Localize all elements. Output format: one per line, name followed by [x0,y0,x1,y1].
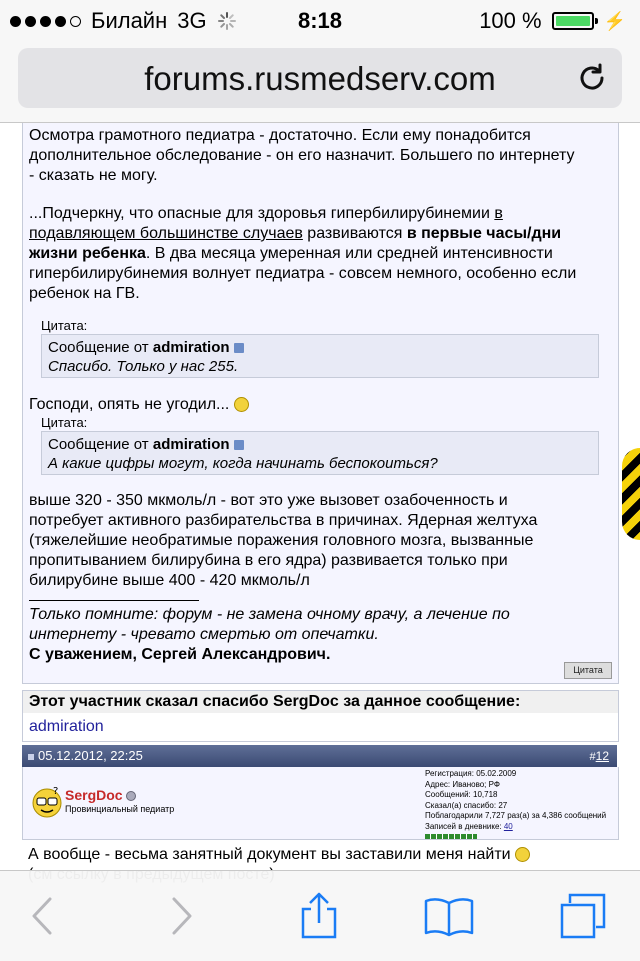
smile-icon [515,847,530,862]
avatar [31,785,63,819]
post-author[interactable]: SergDoc [65,787,136,803]
forward-icon[interactable] [156,891,206,941]
quote-text: А какие цифры могут, когда начинать беспокоиться? [48,455,438,472]
post-text-line: пропитыванием билирубина в его ядра) развивается только при [29,552,508,569]
status-right [479,8,626,34]
side-widget[interactable] [622,448,640,540]
tabs-icon[interactable] [558,891,608,941]
status-bar [0,0,640,40]
post-text-line: дополнительное обследование - он его назначит. Большего по интернету [29,147,575,164]
battery-icon [552,12,594,30]
post2-text: А вообще - весьма занятный документ вы заставили меня найти [28,845,530,885]
quote-author[interactable]: admiration [152,339,230,356]
diary-link[interactable]: 40 [503,821,513,831]
post-text-line: (тяжелейшие необратимые поражения головного мозга, вызванные [29,532,534,549]
bookmarks-icon[interactable] [424,891,474,941]
quote-box: Сообщение от admiration А какие цифры могут, когда начинать беспокоиться? [41,431,599,475]
quote-label: Цитата: [41,415,88,430]
user-stats: Регистрация: 05.02.2009 Адрес: Иваново; РФ Сообщений: 10,718 Сказал(а) спасибо: 27 Поблагодарили 7,727 раз(а) за 4,386 сообщений Записей в дневнике: 40 [425,769,606,843]
svg-text:?: ? [53,786,59,797]
user-title: Провинциальный педиатр [65,804,175,814]
post-text-line: ...Подчеркну, что опасные для здоровья гипербилирубинемии в [29,205,503,222]
smile-icon [234,397,249,412]
post-text-line: ребенок на ГВ. [29,285,140,302]
post-header-bar [22,745,617,767]
post-text-line: потребует активного разбирательства в причинах. Ядерная желтуха [29,512,538,529]
post-date: 05.12.2012, 22:25 [38,748,143,763]
web-content[interactable] [0,123,640,870]
reputation-bar [425,834,477,839]
signature-line: С уважением, Сергей Александрович. [29,646,331,663]
network-type: 3G [177,8,207,33]
address-bar[interactable] [18,48,622,108]
post-text-line: билирубине выше 400 - 420 мкмоль/л [29,572,310,589]
browser-toolbar [0,870,640,961]
battery-percent: 100 % [479,8,542,33]
clock: 8:18 [297,8,343,33]
quote-label: Цитата: [41,318,88,333]
post-text-line: выше 320 - 350 мкмоль/л - вот это уже вызовет озабоченность и [29,492,508,509]
offline-status-icon [126,791,136,801]
post-status-icon [28,754,34,760]
view-post-arrow-icon[interactable] [234,440,244,450]
post-text-line: Осмотра грамотного педиатра - достаточно. Если ему понадобится [29,127,531,144]
back-icon[interactable] [18,891,68,941]
reload-icon[interactable] [576,62,608,94]
signature-line: Только помните: форум - не замена очному врачу, а лечение по [29,606,510,623]
post-text-line: Господи, опять не угодил... [29,395,249,415]
thanks-user-link[interactable]: admiration [29,718,104,735]
charging-icon: ⚡ [603,10,626,31]
quote-author[interactable]: admiration [152,436,230,453]
share-icon[interactable] [294,891,344,941]
signature-divider [29,600,199,601]
carrier-name: Билайн [91,8,168,33]
post-text-line: подавляющем большинстве случаев развиваются в первые часы/дни [29,225,562,242]
post-number[interactable]: #12 [589,749,609,763]
thanks-header: Этот участник сказал спасибо SergDoc за данное сообщение: [23,691,618,713]
browser-address-area [0,40,640,123]
post-text-line: - сказать не могу. [29,167,158,184]
quote-text: Спасибо. Только у нас 255. [48,358,239,375]
quote-box: Сообщение от admiration Спасибо. Только у нас 255. [41,334,599,378]
forum-post [22,123,619,684]
quote-button[interactable]: Цитата [564,662,612,679]
post-text-line: жизни ребенка. В два месяца умеренная или средней интенсивности [29,245,553,262]
post-text-line: гипербилирубинемия волнует педиатра - совсем немного, особенно если [29,265,577,282]
view-post-arrow-icon[interactable] [234,343,244,353]
signature-line: интернету - чревато смертью от опечатки. [29,626,379,643]
address-url[interactable]: forums.rusmedserv.com [144,60,496,97]
post-user-info [22,767,619,840]
thanks-box [22,690,619,742]
